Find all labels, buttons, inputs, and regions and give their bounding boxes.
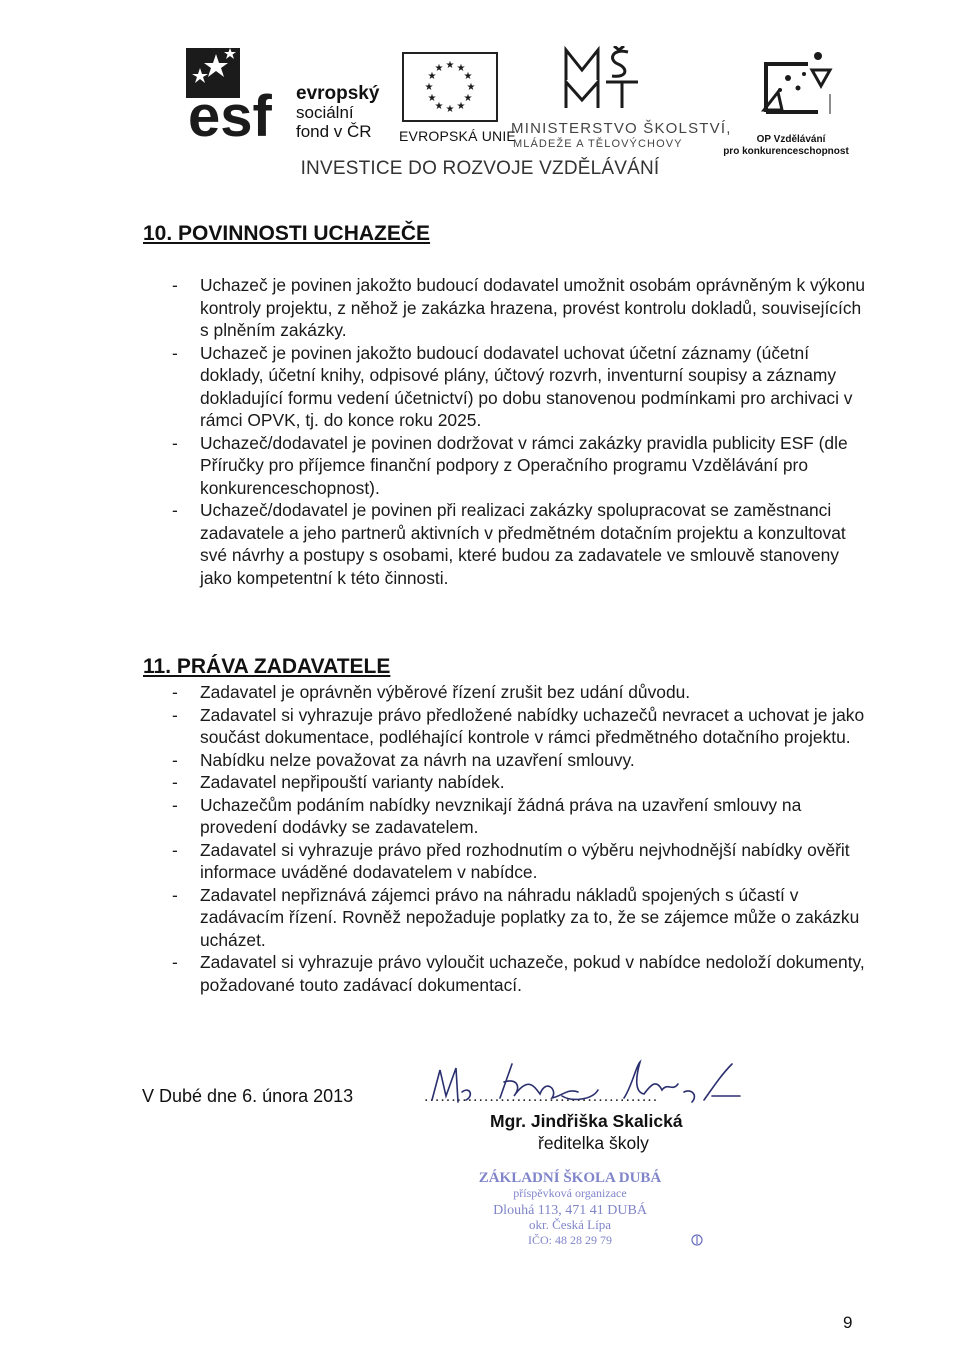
eu-label: EVROPSKÁ UNIE: [399, 128, 516, 144]
svg-text:Dlouhá 113, 471 41 DUBÁ: Dlouhá 113, 471 41 DUBÁ: [493, 1203, 647, 1218]
eu-flag-icon: [402, 52, 498, 122]
list-item: - Uchazeč je povinen jakožto budoucí dodavatel uchovat účetní záznamy (účetní doklady, účetní knihy, odpisové plány, účtový rozvrh, inventurní soupisy a záznamy dokladující formu vedení účetnictví) po dobu stanovenou podmínkami pro archivaci v rámci OPVK, tj. do konce roku 2025.: [172, 342, 872, 432]
svg-text:★: ★: [434, 63, 444, 74]
list-item: - Zadavatel si vyhrazuje právo vyloučit uchazeče, pokud v nabídce nedoloží dokumenty, požadované touto zadávací dokumentací.: [172, 951, 877, 996]
logo-bar: [186, 40, 849, 157]
svg-text:★: ★: [427, 93, 437, 104]
list-item: - Zadavatel nepřipouští varianty nabídek.: [172, 771, 877, 794]
svg-text:★: ★: [456, 63, 466, 74]
handwritten-signature-icon: [422, 1056, 752, 1116]
ministry-label-line2: MLÁDEŽE A TĚLOVÝCHOVY: [513, 138, 683, 150]
svg-text:ZÁKLADNÍ ŠKOLA DUBÁ: ZÁKLADNÍ ŠKOLA DUBÁ: [478, 1170, 662, 1186]
svg-text:★: ★: [424, 82, 434, 93]
svg-text:okr. Česká Lípa: okr. Česká Lípa: [529, 1217, 611, 1232]
svg-text:★: ★: [456, 101, 466, 112]
page-number: 9: [843, 1313, 853, 1332]
section-11-list: [172, 681, 877, 996]
op-label-line1: OP Vzdělávání: [756, 134, 826, 145]
section-10-title: 10. POVINNOSTI UCHAZEČE: [143, 222, 431, 245]
msmt-logo-icon: [556, 46, 656, 112]
svg-text:esf: esf: [188, 84, 272, 138]
list-item: - Uchazeč/dodavatel je povinen při realizaci zakázky spolupracovat se zaměstnanci zadavatele a jeho partnerů aktivních v předmětném dotačním projektu a konzultovat své návrhy a postupy s osobami, které budou za zadavatele ve smlouvě stanoveny jako kompetentní k této činnosti.: [172, 499, 872, 589]
op-logo-icon: [758, 50, 838, 130]
signature-dots: ...........................................: [424, 1088, 659, 1105]
list-item: - Uchazečům podáním nabídky nevznikají žádná práva na uzavření smlouvy na provedení dodávky se zadavatelem.: [172, 794, 877, 839]
svg-text:★: ★: [463, 71, 473, 82]
school-stamp-icon: [470, 1160, 730, 1250]
op-label-line2: pro konkurenceschopnost: [723, 146, 849, 157]
svg-text:★: ★: [466, 82, 476, 93]
svg-text:★: ★: [445, 60, 455, 71]
list-item: - Uchazeč/dodavatel je povinen dodržovat v rámci zakázky pravidla publicity ESF (dle Příručky pro příjemce finanční podpory z Operačního programu Vzdělávání pro konkurenceschopnost).: [172, 432, 872, 500]
signer-name: Mgr. Jindřiška Skalická: [490, 1111, 683, 1131]
ministry-label-line1: MINISTERSTVO ŠKOLSTVÍ,: [511, 120, 732, 137]
section-10-list: [172, 274, 872, 589]
date-line: V Dubé dne 6. února 2013: [142, 1086, 354, 1106]
svg-text:★: ★: [463, 93, 473, 104]
svg-text:★: ★: [427, 71, 437, 82]
investice-tagline: INVESTICE DO ROZVOJE VZDĚLÁVÁNÍ: [300, 158, 660, 179]
list-item: - Nabídku nelze považovat za návrh na uzavření smlouvy.: [172, 749, 877, 772]
svg-text:příspěvková organizace: příspěvková organizace: [513, 1186, 627, 1200]
esf-logo-icon: [186, 48, 286, 138]
svg-text:★: ★: [434, 101, 444, 112]
list-item: - Zadavatel nepřiznává zájemci právo na náhradu nákladů spojených s účastí v zadávacím řízení. Rovněž nepožaduje poplatky za to, že se zájemce může o zakázku ucházet.: [172, 884, 877, 952]
svg-text:★: ★: [445, 104, 455, 115]
esf-label: evropský sociální fond v ČR: [296, 83, 380, 141]
list-item: - Zadavatel je oprávněn výběrové řízení zrušit bez udání důvodu.: [172, 681, 877, 704]
svg-text:IČO: 48 28 29 79: IČO: 48 28 29 79: [528, 1233, 612, 1247]
list-item: - Uchazeč je povinen jakožto budoucí dodavatel umožnit osobám oprávněným k výkonu kontroly projektu, z něhož je zakázka hrazena, provést kontrolu dokladů, souvisejících s plněním zakázky.: [172, 274, 872, 342]
section-11-title: 11. PRÁVA ZADAVATELE: [143, 655, 391, 678]
list-item: - Zadavatel si vyhrazuje právo před rozhodnutím o výběru nejvhodnější nabídky ověřit informace uváděné dodavatelem v nabídce.: [172, 839, 877, 884]
signer-role: ředitelka školy: [538, 1133, 649, 1153]
list-item: - Zadavatel si vyhrazuje právo předložené nabídky uchazečů nevracet a uchovat je jako součást dokumentace, podléhající kontrole v rámci předmětného dotačního projektu.: [172, 704, 877, 749]
